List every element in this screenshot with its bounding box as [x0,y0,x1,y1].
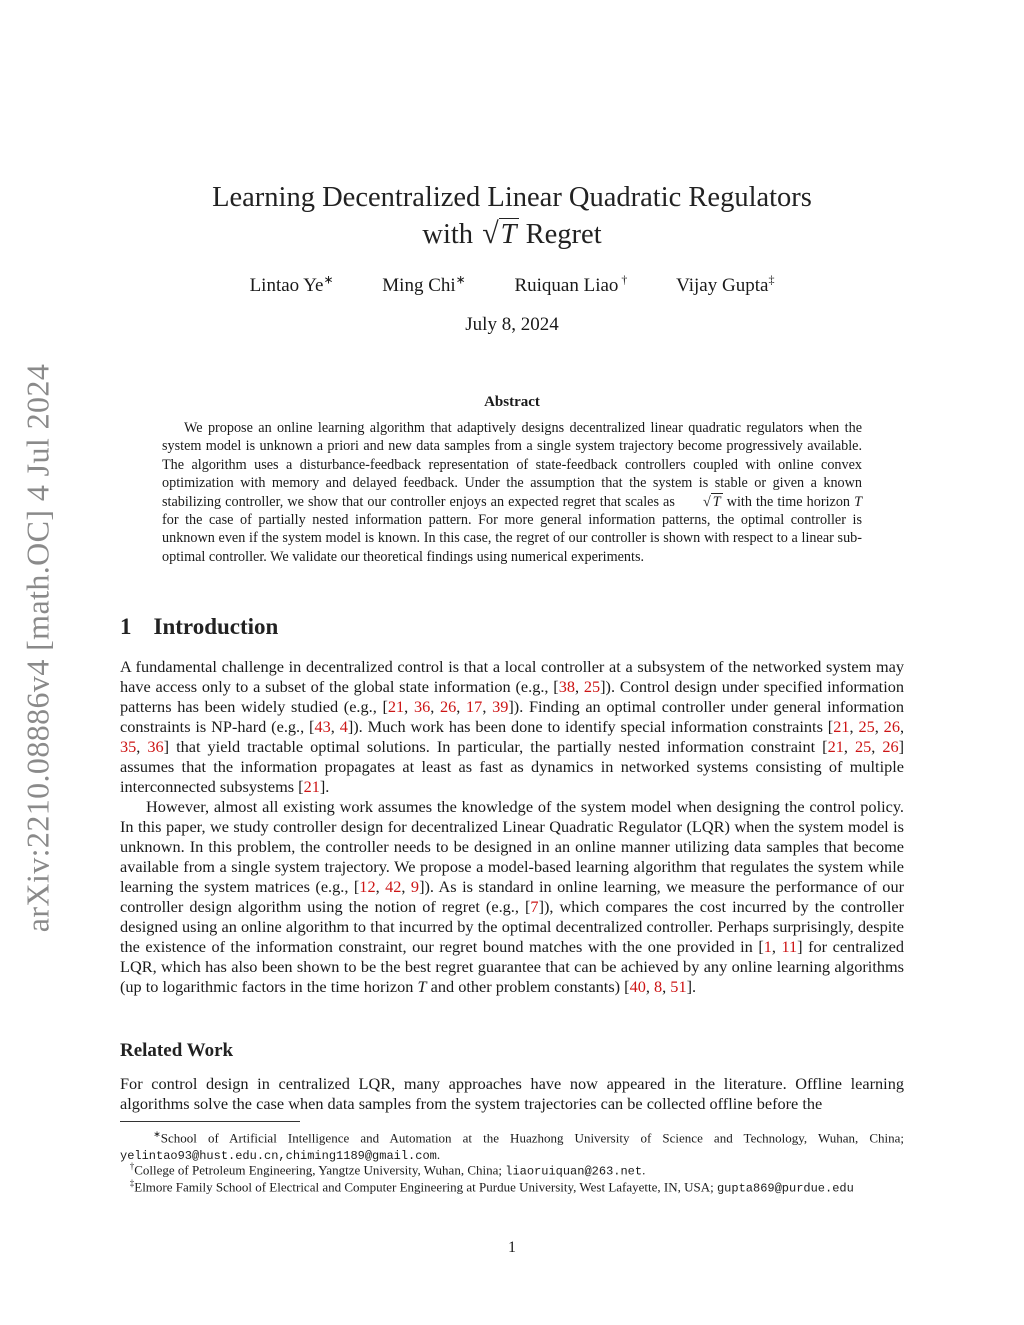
citation-link[interactable]: 9 [410,877,420,896]
related-work-heading: Related Work [120,1040,234,1061]
title-with: with [422,219,474,250]
sqrt-argument: T [500,219,517,250]
citation-link[interactable]: 40 [629,977,646,996]
citation-link[interactable]: 36 [147,737,164,756]
related-work-paragraph: For control design in centralized LQR, many approaches have now appeared in the literature. Offline learning algorithms solve the case when data samples from the system trajectories can be collected offline before the [120,1074,904,1113]
citation-link[interactable]: 26 [883,717,900,736]
paper-title-line1: Learning Decentralized Linear Quadratic Regulators [212,182,812,213]
sqrt-radical: √ [482,217,499,250]
citation-link[interactable]: 7 [530,897,539,916]
footnote-2: †College of Petroleum Engineering, Yangtze University, Wuhan, China; liaoruiquan@263.net. [129,1161,646,1179]
citation-link[interactable]: 35 [120,737,137,756]
citation-link[interactable]: 43 [314,717,331,736]
citation-link[interactable]: 25 [858,717,875,736]
intro-paragraph-1: A fundamental challenge in decentralized control is that a local controller at a subsystem of the networked system may have access only to a subset of the global state information (e.g., [38, 25]). Control design under specified information patterns has been widely studied (e.g., [21, 36, 26, 17, 39]). Finding an optimal controller under general information constraints is NP-hard (e.g., [43, 4]). Much work has been done to identify special information constraints [21, 25, 26, 35, 36] that yield tractable optimal solutions. In particular, the partially nested information constraint [21, 25, 26] assumes that the information propagates at least as fast as dynamics in networked systems consisting of multiple interconnected subsystems [21]. [120,657,905,796]
footnote-1: ∗School of Artificial Intelligence and Automation at the Huazhong University of Science and Technology, Wuhan, China; yelintao93@hust.edu.cn,chiming1189@gmail.com. [120,1129,904,1163]
paper-date: July 8, 2024 [465,314,559,335]
citation-link[interactable]: 11 [781,937,798,956]
citation-link[interactable]: 39 [492,697,509,716]
author-name: Vijay Gupta‡ [676,273,775,297]
citation-link[interactable]: 26 [439,697,457,716]
section-number: 1 [120,614,132,639]
footnote-email: gupta869@purdue.edu [716,1181,854,1196]
arxiv-side-stamp [15,352,61,944]
footnote-rule [120,1121,300,1122]
citation-link[interactable]: 36 [413,697,431,716]
paper-title-line2 [120,216,904,253]
arxiv-id-text: arXiv:2210.08886v4 [math.OC] 4 Jul 2024 [19,363,56,933]
citation-link[interactable]: 21 [827,737,844,756]
section-heading-introduction [120,614,278,640]
author-list [120,273,904,297]
abstract-sqrt-t: √ T [702,493,721,510]
citation-link[interactable]: 42 [385,877,402,896]
citation-link[interactable]: 8 [654,977,663,996]
intro-paragraph-2: However, almost all existing work assumes the knowledge of the system model when designing the control policy. In this paper, we study controller design for decentralized Linear Quadratic Regulator (LQR) when the system model is unknown. In this problem, the controller needs to be designed in an online manner utilizing data samples that become available from a single system trajectory. We propose a model-based learning algorithm that regulates the system while learning the system matrices (e.g., [12, 42, 9]). As is standard in online learning, we measure the performance of our controller design algorithm using the notion of regret (e.g., [7]), which compares the cost incurred by the controller designed using an online algorithm to that incurred by the optimal decentralized controller. Perhaps surprisingly, despite the existence of the information constraint, our regret bound matches with the one provided in [1, 11] for centralized LQR, which has also been shown to be the best regret guarantee that can be achieved by any online learning algorithms (up to logarithmic factors in the time horizon T and other problem constants) [40, 8, 51]. [120,797,905,996]
footnote-email: yelintao93@hust.edu.cn,chiming1189@gmail.com [120,1148,437,1163]
sqrt-t-symbol [480,216,518,253]
page-number: 1 [508,1239,516,1256]
author-name: Lintao Ye∗ [249,273,334,297]
citation-link[interactable]: 21 [303,777,320,796]
citation-link[interactable]: 4 [339,717,348,736]
footnote-email: liaoruiquan@263.net [505,1164,643,1179]
footnote-3: ‡Elmore Family School of Electrical and Computer Engineering at Purdue University, West Lafayette, IN, USA; gupta869@purdue.edu [129,1178,854,1196]
abstract-heading: Abstract [484,394,540,410]
citation-link[interactable]: 26 [882,737,899,756]
citation-link[interactable]: 17 [466,697,483,716]
citation-link[interactable]: 38 [558,677,575,696]
citation-link[interactable]: 21 [387,697,405,716]
citation-link[interactable]: 21 [833,717,850,736]
section-title: Introduction [153,614,279,639]
citation-link[interactable]: 25 [583,677,601,696]
citation-link[interactable]: 25 [854,737,872,756]
citation-link[interactable]: 51 [670,977,687,996]
author-name: Ruiquan Liao † [514,273,628,297]
title-regret: Regret [525,219,602,250]
citation-link[interactable]: 1 [763,937,772,956]
abstract-text: We propose an online learning algorithm that adaptively designs decentralized linear quadratic regulators when the system model is unknown a priori and new data samples from a single system trajectory become progressively available. The algorithm uses a disturbance-feedback representation of state-feedback controllers coupled with online convex optimization with memory and delayed feedback. Under the assumption that the system is stable or given a known stabilizing controller, we show that our controller enjoys an expected regret that scales as √ T with the time horizon T for the case of partially nested information pattern. For more general information patterns, the optimal controller is unknown even if the system model is known. In this case, the regret of our controller is shown with respect to a linear sub-optimal controller. We validate our theoretical findings using numerical experiments. [162,420,862,565]
citation-link[interactable]: 12 [359,877,376,896]
author-name: Ming Chi∗ [382,273,466,297]
